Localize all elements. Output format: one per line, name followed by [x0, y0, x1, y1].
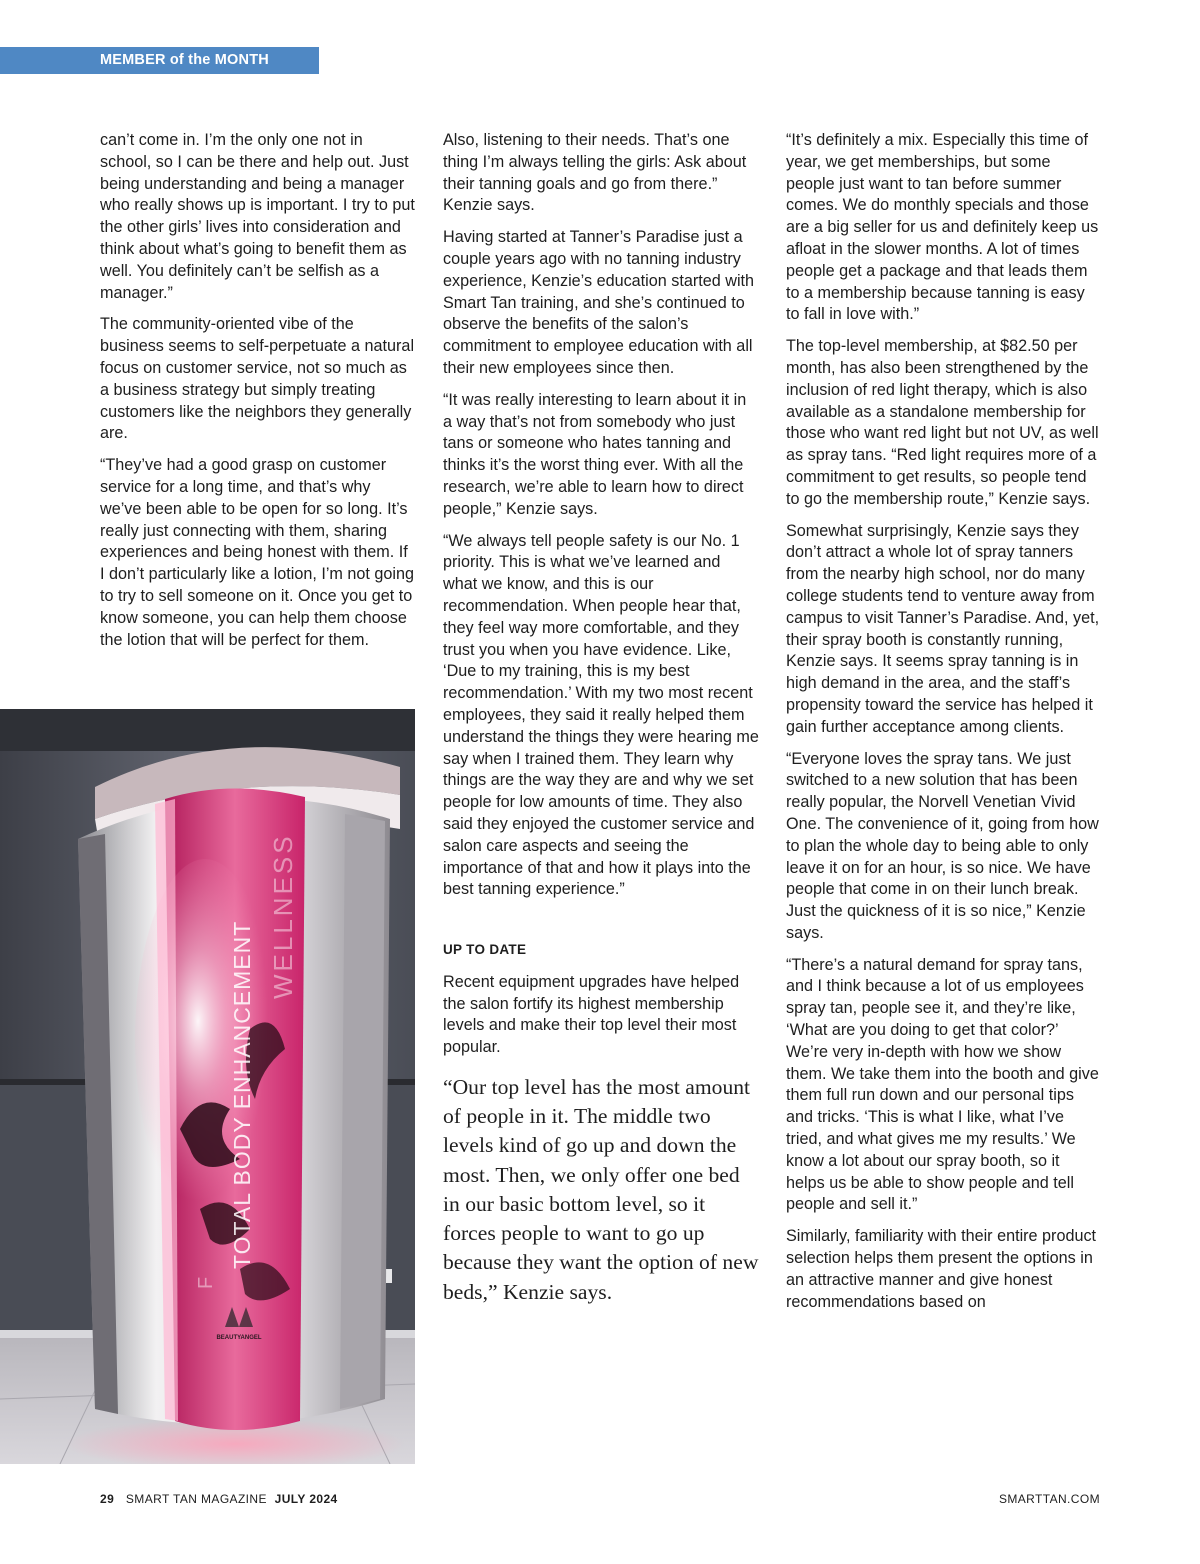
paragraph: Also, listening to their needs. That’s one thing I’m always telling the girls: Ask about their tanning goals and go from there.” Kenzie says.	[443, 131, 747, 215]
paragraph: “It was really interesting to learn about it in a way that’s not from somebody who just tans or someone who hates tanning and thinks it’s the worst thing ever. With all the research, we’re able to learn how to direct people,” Kenzie says.	[443, 390, 747, 518]
paragraph: The community-oriented vibe of the business seems to self-perpetuate a natural focus on customer service, not so much as a business strategy but simply treating customers like the neighbors they generally are.	[100, 315, 415, 443]
brand-logo-text: BEAUTYANGEL	[216, 1335, 262, 1341]
page-number: 29	[100, 1492, 115, 1506]
paragraph: can’t come in. I’m the only one not in school, so I can be there and help out. Just being understanding and being a manager who really shows up is important. I try to put the other girls’ lives into consideration and think about what’s going to benefit them as well. You definitely can’t be selfish as a manager.”	[100, 131, 415, 302]
paragraph: “We always tell people safety is our No. 1 priority. This is what we’ve learned and what we know, and this is our recommendation. When people hear that, they feel way more comfortable, and they trust you when you have evidence. Like, ‘Due to my training, this is my best recommendation.’ With my two most recent employees, they said it really helped them understand the things they were hearing me say when I trained them. They learn why things are the way they are and why we set people for low amounts of time. They also said they enjoyed the customer service and salon care aspects and seeing the importance of that and how it plays into the best tanning experience.”	[443, 531, 759, 899]
article-column-1	[100, 130, 416, 661]
article-column-3	[786, 130, 1102, 1323]
website-url: SMARTTAN.COM	[998, 1492, 1100, 1506]
pull-quote: “Our top level has the most amount of people in it. The middle two levels kind of go up and down the most. Then, we only offer one bed in our basic bottom level, so it forces people to want to go up because they want the option of new beds,” Kenzie says.	[443, 1075, 759, 1304]
panel-text-side: WELLNESS	[268, 833, 298, 999]
publication-name: SMART TAN MAGAZINE	[125, 1492, 267, 1506]
paragraph: “They’ve had a good grasp on customer service for a long time, and that’s why we’ve been able to be open for so long. It’s really just connecting with them, sharing experiences and being honest with them. If I don’t particularly like a lotion, I’m not going to try to sell someone on it. Once you get to know someone, you can help them choose the lotion that will be perfect for them.	[100, 456, 415, 649]
paragraph: Similarly, familiarity with their entire product selection helps them present the options in an attractive manner and give honest recommendations based on	[786, 1227, 1097, 1311]
paragraph: Somewhat surprisingly, Kenzie says they don’t attract a whole lot of spray tanners from the nearby high school, nor do many college students tend to venture away from campus to visit Tanner’s Paradise. And, yet, their spray booth is constantly running, Kenzie says. It seems spray tanning is in high demand in the area, and the staff’s propensity toward the service has helped it gain further acceptance among clients.	[786, 521, 1100, 736]
panel-text-main: TOTAL BODY ENHANCEMENT	[229, 920, 255, 1269]
paragraph: “It’s definitely a mix. Especially this time of year, we get memberships, but some people just want to tan before summer comes. We do monthly specials and those are a big seller for us and definitely keep us afloat in the slower months. A lot of times people get a package and that leads them to a membership because tanning is easy to fall in love with.”	[786, 131, 1099, 324]
article-column-2	[443, 130, 759, 1307]
section-subhead: UP TO DATE	[443, 942, 527, 958]
panel-text-letter: F	[195, 1276, 217, 1289]
paragraph: “There’s a natural demand for spray tans, and I think because a lot of us employees spray tan, people see it, and they’re like, ‘What are you doing to get that color?’ We’re very in-depth with how we show them. We take them into the booth and give them full run down and our personal tips and tricks. ‘This is what I like, what I’ve tried, and what gives me my results.’ We know a lot about our spray booth, so it helps us be able to show people and tell people and sell it.”	[786, 955, 1099, 1214]
section-label: MEMBER of the MONTH	[100, 52, 269, 68]
section-label-banner	[0, 47, 319, 74]
tanning-booth-photo	[0, 709, 415, 1464]
paragraph: Having started at Tanner’s Paradise just a couple years ago with no tanning industry experience, Kenzie’s education started with Smart Tan training, and she’s continued to observe the benefits of the salon’s commitment to employee education with all their new employees since then.	[443, 228, 755, 377]
footer-folio	[100, 1492, 338, 1506]
issue-date: JULY 2024	[274, 1492, 338, 1506]
paragraph: The top-level membership, at $82.50 per month, has also been strengthened by the inclusion of red light therapy, which is also available as a standalone membership for those who want red light but not UV, as well as spray tans. “Red light requires more of a commitment to get results, so people tend to go the membership route,” Kenzie says.	[786, 337, 1099, 508]
footer-website	[999, 1492, 1100, 1506]
paragraph: “Everyone loves the spray tans. We just switched to a new solution that has been really popular, the Norvell Venetian Vivid One. The convenience of it, going from how to plan the whole day to being able to only leave it on for an hour, is so nice. We have people that come in on their lunch break. Just the quickness of it is so nice,” Kenzie says.	[786, 749, 1099, 942]
paragraph: Recent equipment upgrades have helped the salon fortify its highest membership levels and make their top level their most popular.	[443, 972, 740, 1057]
